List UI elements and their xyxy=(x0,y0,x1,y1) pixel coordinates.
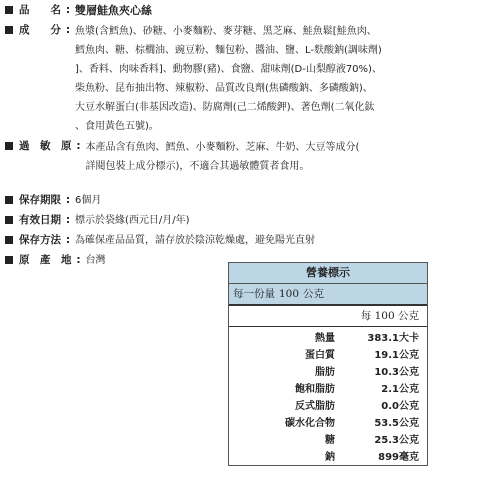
nutrition-title: 營養標示 xyxy=(229,263,427,284)
allergens-text: 本產品含有魚肉、鱈魚、小麥麵粉、芝麻、牛奶、大豆等成分( 詳閱包裝上成分標示)，不適合其過敏體質者食用。 xyxy=(85,142,360,172)
nutrition-rows xyxy=(229,327,427,466)
ingredients-text: 魚漿(含鱈魚)、砂糖、小麥麵粉、麥芽糖、黑芝麻、鮭魚鬆[鮭魚肉、 鱈魚肉、糖、棕櫚油、豌豆粉、麵包粉、醬油、鹽、L-麩酸鈉(調味劑) ]、香料、肉味香料]、動物膠(豬)、食鹽、甜味劑(D-山梨醇液70%)、 柴魚粉、昆布抽出物、辣椒粉、品質改良劑(焦磷酸鈉、多磷酸鈉)、 大豆水解蛋白(非基因改造)、防腐劑(己二烯酸鉀)、著色劑(二氧化鈦 、食用黃色五號)。 xyxy=(75,26,382,132)
nutrient-row: 飽和脂肪 2.1公克 xyxy=(295,384,419,395)
bullet-square-icon xyxy=(5,236,13,244)
shelf-life-text: 6個月 xyxy=(75,195,102,206)
product-name: 雙層鮭魚夾心絲 xyxy=(75,4,152,17)
nutrient-row: 鈉 899毫克 xyxy=(325,452,419,463)
nutrition-facts-table xyxy=(228,262,428,466)
field-label: 成 分 xyxy=(19,24,61,36)
field-label: 保存方法 xyxy=(19,234,61,246)
field-label: 保存期限 xyxy=(19,194,61,206)
field-name: 品 名 : 雙層鮭魚夾心絲 xyxy=(0,2,152,19)
field-label: 原 產 地 xyxy=(19,254,72,266)
storage-text: 為確保產品品質，請存放於陰涼乾燥處，避免陽光直射 xyxy=(75,235,315,246)
field-expiry: 有效日期 : 標示於袋緣(西元日/月/年) xyxy=(0,212,190,229)
nutrient-row: 糖 25.3公克 xyxy=(325,435,419,446)
expiry-text: 標示於袋緣(西元日/月/年) xyxy=(75,215,190,226)
per-amount-header: 每 100 公克 xyxy=(229,306,427,327)
bullet-square-icon xyxy=(5,216,13,224)
bullet-square-icon xyxy=(5,196,13,204)
nutrient-row: 蛋白質 19.1公克 xyxy=(305,350,419,361)
bullet-square-icon xyxy=(5,26,13,34)
field-allergens: 過 敏 原 : 本產品含有魚肉、鱈魚、小麥麵粉、芝麻、牛奶、大豆等成分( 詳閱包裝上成分標示)，不適合其過敏體質者食用。 xyxy=(0,138,466,176)
serving-size: 每一份量 100 公克 xyxy=(229,284,427,306)
field-storage: 保存方法 : 為確保產品品質，請存放於陰涼乾燥處，避免陽光直射 xyxy=(0,232,315,249)
field-shelf-life: 保存期限 : 6個月 xyxy=(0,192,101,209)
bullet-square-icon xyxy=(5,142,13,150)
field-label: 品 名 xyxy=(19,4,61,16)
bullet-square-icon xyxy=(5,256,13,264)
nutrient-row: 反式脂肪 0.0公克 xyxy=(295,401,419,412)
origin-text: 台灣 xyxy=(85,255,106,266)
field-origin: 原 產 地 : 台灣 xyxy=(0,252,106,269)
field-label: 過 敏 原 xyxy=(19,140,72,152)
bullet-square-icon xyxy=(5,6,13,14)
nutrient-row: 熱量 383.1大卡 xyxy=(315,333,419,344)
field-ingredients: 成 分 : 魚漿(含鱈魚)、砂糖、小麥麵粉、麥芽糖、黑芝麻、鮭魚鬆[鮭魚肉、 鱈魚肉、糖、棕櫚油、豌豆粉、麵包粉、醬油、鹽、L-麩酸鈉(調味劑) ]、香料、肉味香料]、動物膠(豬)、食鹽、甜味劑(D-山梨醇液70%)、 柴魚粉、昆布抽出物、辣椒粉、品質改良劑(焦磷酸鈉、多磷酸鈉)、 大豆水解蛋白(非基因改造)、防腐劑(己二烯酸鉀)、著色劑(二氧化鈦 、食用黃色五號)。 xyxy=(0,22,465,136)
field-label: 有效日期 xyxy=(19,214,61,226)
nutrient-row: 碳水化合物 53.5公克 xyxy=(285,418,419,429)
nutrient-row: 脂肪 10.3公克 xyxy=(315,367,419,378)
